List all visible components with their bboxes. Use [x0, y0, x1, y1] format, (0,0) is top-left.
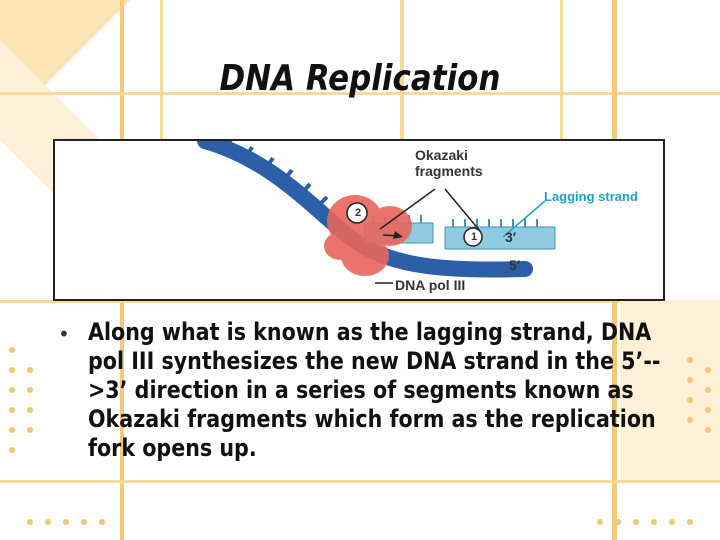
five-prime-label: 5′ — [509, 257, 521, 273]
marker-2-label: 2 — [354, 207, 362, 219]
okazaki-label-line2: fragments — [415, 163, 483, 179]
bullet-marker: • — [58, 322, 70, 346]
dna-pol-label: DNA pol III — [395, 277, 466, 293]
lagging-strand-label: Lagging strand — [544, 189, 638, 204]
bullet-text: Along what is known as the lagging strand, DNA pol III synthesizes the new DNA strand in the 5’-->3’ direction in a series of segments known as Okazaki fragments which form as the replication fork opens up. — [88, 318, 661, 462]
okazaki-label-line1: Okazaki — [415, 147, 468, 163]
slide-title: DNA Replication — [219, 58, 501, 99]
okazaki-fragment-right — [445, 227, 555, 249]
marker-1-label: 1 — [470, 231, 478, 243]
replication-diagram — [53, 139, 665, 301]
three-prime-label: 3′ — [505, 229, 517, 245]
